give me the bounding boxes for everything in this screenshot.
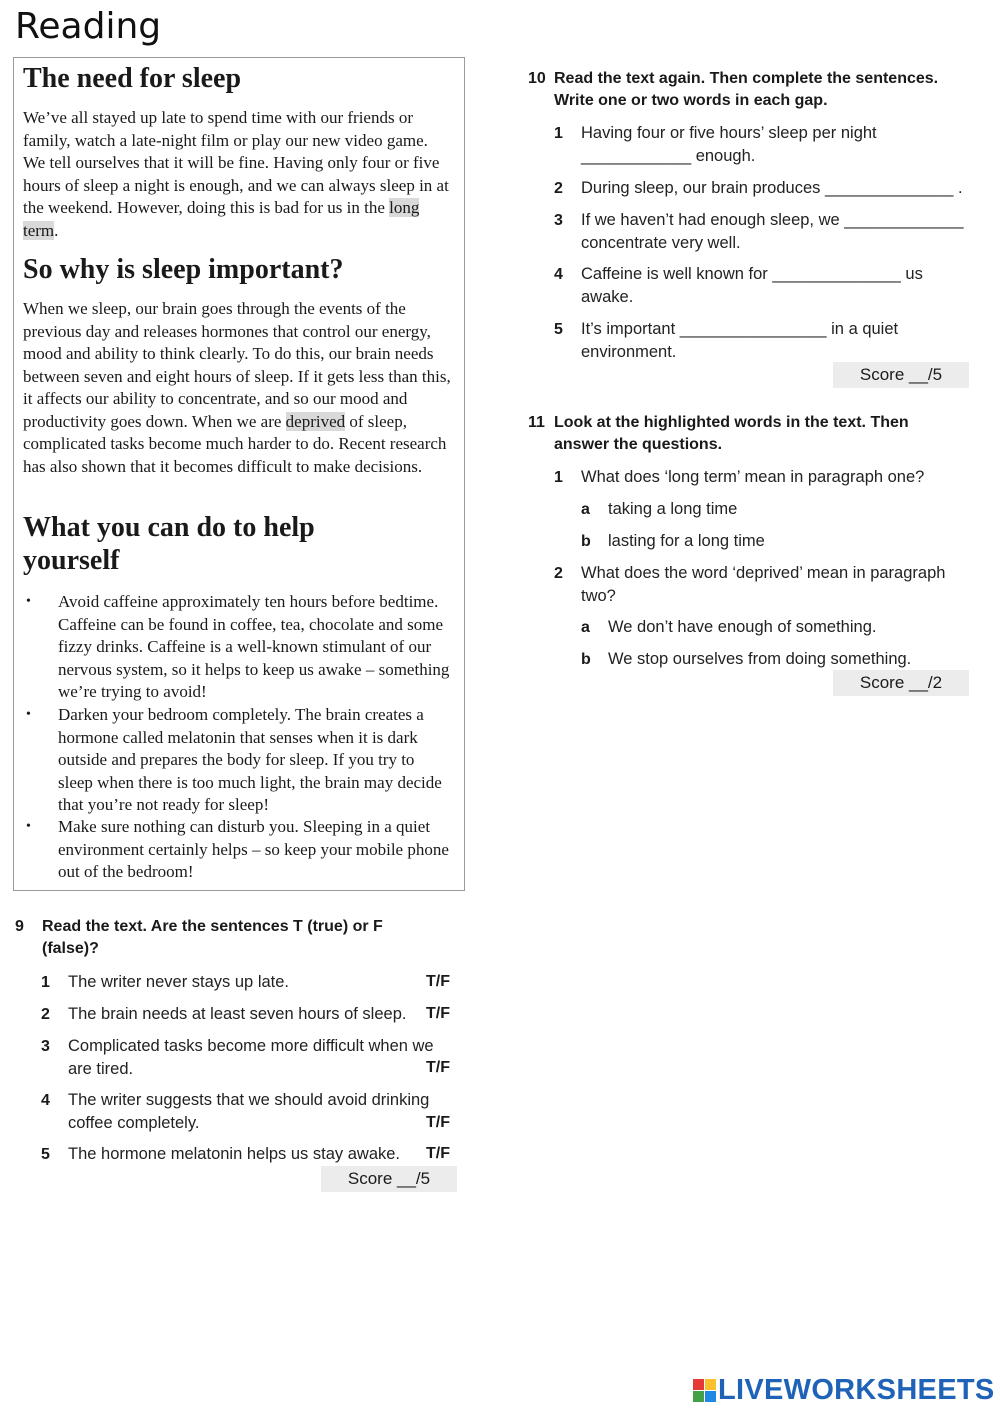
- heading-why-sleep-important: So why is sleep important?: [23, 254, 344, 285]
- bullet-icon: •: [26, 819, 31, 834]
- paragraph-one-text: We’ve all stayed up late to spend time with our friends or family, watch a late-night film or play our new video game. We tell ourselves that it will be fine. Having only four or five hours of sleep a night is enough, and we can always sleep in at the weekend. However, doing this is bad for us in the: [23, 108, 449, 217]
- ex9-item-text: The writer never stays up late.: [68, 973, 290, 991]
- ex9-item-tf[interactable]: T/F: [426, 1145, 450, 1162]
- bullet-text: Darken your bedroom completely. The brain creates a hormone called melatonin that senses when it is dark outside and prepares the body for sleep. If you try to sleep when there is too much light, the brain may decide that you’re not ready for sleep!: [58, 705, 442, 814]
- liveworksheets-logo: [693, 1374, 995, 1406]
- bullet-item-disturb: [26, 816, 453, 884]
- paragraph-two-text: When we sleep, our brain goes through the events of the previous day and releases hormones that control our energy, mood and ability to think clearly. To do this, our brain needs between seven and eight hours of sleep. If it gets less than this, it affects our ability to concentrate, and so our mood and productivity goes down. When we are: [23, 299, 451, 431]
- ex10-item-number: 5: [554, 321, 563, 338]
- paragraph-two-text-end: of sleep, complicated tasks become much harder to do. Recent research has also shown that it becomes difficult to make decisions.: [23, 411, 447, 476]
- exercise-9-number: 9: [15, 918, 24, 935]
- exercise-10-instruction: Read the text again. Then complete the sentences. Write one or two words in each gap.: [554, 70, 939, 109]
- ex10-item-line[interactable]: Caffeine is well known for ______________ us: [581, 265, 923, 283]
- bullet-item-darken: [26, 704, 453, 817]
- bullet-item-caffeine: [26, 591, 453, 704]
- ex9-item-number: 1: [41, 974, 50, 991]
- reading-text-box: [13, 57, 465, 891]
- ex9-item-number: 4: [41, 1092, 50, 1109]
- ex10-item-line[interactable]: ____________ enough.: [581, 147, 756, 165]
- heading-need-for-sleep: The need for sleep: [23, 63, 242, 94]
- paragraph-one: [23, 107, 453, 242]
- ex10-item-line[interactable]: It’s important ________________ in a quiet: [581, 320, 899, 338]
- bullet-icon: •: [26, 594, 31, 609]
- ex9-item-number: 2: [41, 1006, 50, 1023]
- bullet-icon: •: [26, 707, 31, 722]
- logo-square-icon: [705, 1391, 716, 1402]
- ex9-item-number: 3: [41, 1038, 50, 1055]
- ex9-item-tf[interactable]: T/F: [426, 973, 450, 990]
- ex11-option-text[interactable]: taking a long time: [608, 500, 738, 518]
- highlight-long-term: long term: [23, 198, 420, 240]
- ex9-item-tf[interactable]: T/F: [426, 1114, 450, 1131]
- exercise-10-score: Score __/5: [833, 362, 969, 388]
- ex10-item-line: concentrate very well.: [581, 234, 741, 252]
- ex10-item-number: 1: [554, 125, 563, 142]
- ex9-item-text: The hormone melatonin helps us stay awake.: [68, 1145, 401, 1163]
- ex10-item-line[interactable]: If we haven’t had enough sleep, we _____________: [581, 211, 964, 229]
- ex10-item-number: 3: [554, 212, 563, 229]
- bullet-text: Make sure nothing can disturb you. Sleeping in a quiet environment certainly helps – so keep your mobile phone out of the bedroom!: [58, 817, 449, 881]
- exercise-9-instruction: Read the text. Are the sentences T (true) or F (false)?: [42, 918, 383, 957]
- exercise-11-score: Score __/2: [833, 670, 969, 696]
- logo-text: LIVEWORKSHEETS: [718, 1373, 995, 1406]
- ex10-item-number: 2: [554, 180, 563, 197]
- ex11-option-text[interactable]: We stop ourselves from doing something.: [608, 650, 912, 668]
- ex11-question-number: 2: [554, 565, 563, 582]
- ex11-option-letter: a: [581, 619, 590, 636]
- ex9-item-tf[interactable]: T/F: [426, 1059, 450, 1076]
- ex11-question-text: What does the word ‘deprived’ mean in paragraph two?: [581, 564, 946, 605]
- paragraph-one-end: .: [54, 220, 59, 240]
- exercise-9-score: Score __/5: [321, 1166, 457, 1192]
- ex11-option-letter: b: [581, 651, 591, 668]
- page-title: Reading: [15, 6, 162, 47]
- paragraph-two: [23, 298, 453, 478]
- ex11-question-text: What does ‘long term’ mean in paragraph one?: [581, 468, 925, 486]
- ex11-option-letter: a: [581, 501, 590, 518]
- bullet-text: Avoid caffeine approximately ten hours before bedtime. Caffeine can be found in coffee, tea, chocolate and some fizzy drinks. Caffeine is a well-known stimulant of our nervous system, so it helps to keep us awake – something we’re trying to avoid!: [58, 592, 450, 701]
- ex9-item-text: Complicated tasks become more difficult when we are tired.: [68, 1037, 434, 1078]
- logo-square-icon: [693, 1379, 704, 1390]
- highlight-deprived: deprived: [285, 411, 346, 431]
- ex11-option-letter: b: [581, 533, 591, 550]
- heading-what-you-can-do: What you can do to help yourself: [23, 512, 315, 576]
- logo-square-icon: [705, 1379, 716, 1390]
- ex9-item-number: 5: [41, 1146, 50, 1163]
- exercise-11-number: 11: [528, 414, 545, 431]
- ex10-item-number: 4: [554, 266, 563, 283]
- logo-mark-icon: [693, 1379, 716, 1402]
- ex10-item-line[interactable]: During sleep, our brain produces ______________ .: [581, 179, 963, 197]
- ex9-item-tf[interactable]: T/F: [426, 1005, 450, 1022]
- ex11-option-text[interactable]: lasting for a long time: [608, 532, 765, 550]
- ex10-item-line: Having four or five hours’ sleep per night: [581, 124, 877, 142]
- logo-square-icon: [693, 1391, 704, 1402]
- ex9-item-text: The writer suggests that we should avoid drinking coffee completely.: [68, 1091, 430, 1132]
- exercise-11-instruction: Look at the highlighted words in the text. Then answer the questions.: [554, 414, 909, 453]
- ex10-item-line: environment.: [581, 343, 677, 361]
- ex11-question-number: 1: [554, 469, 563, 486]
- ex10-item-line: awake.: [581, 288, 634, 306]
- exercise-10-number: 10: [528, 70, 546, 87]
- ex9-item-text: The brain needs at least seven hours of sleep.: [68, 1005, 407, 1023]
- ex11-option-text[interactable]: We don’t have enough of something.: [608, 618, 877, 636]
